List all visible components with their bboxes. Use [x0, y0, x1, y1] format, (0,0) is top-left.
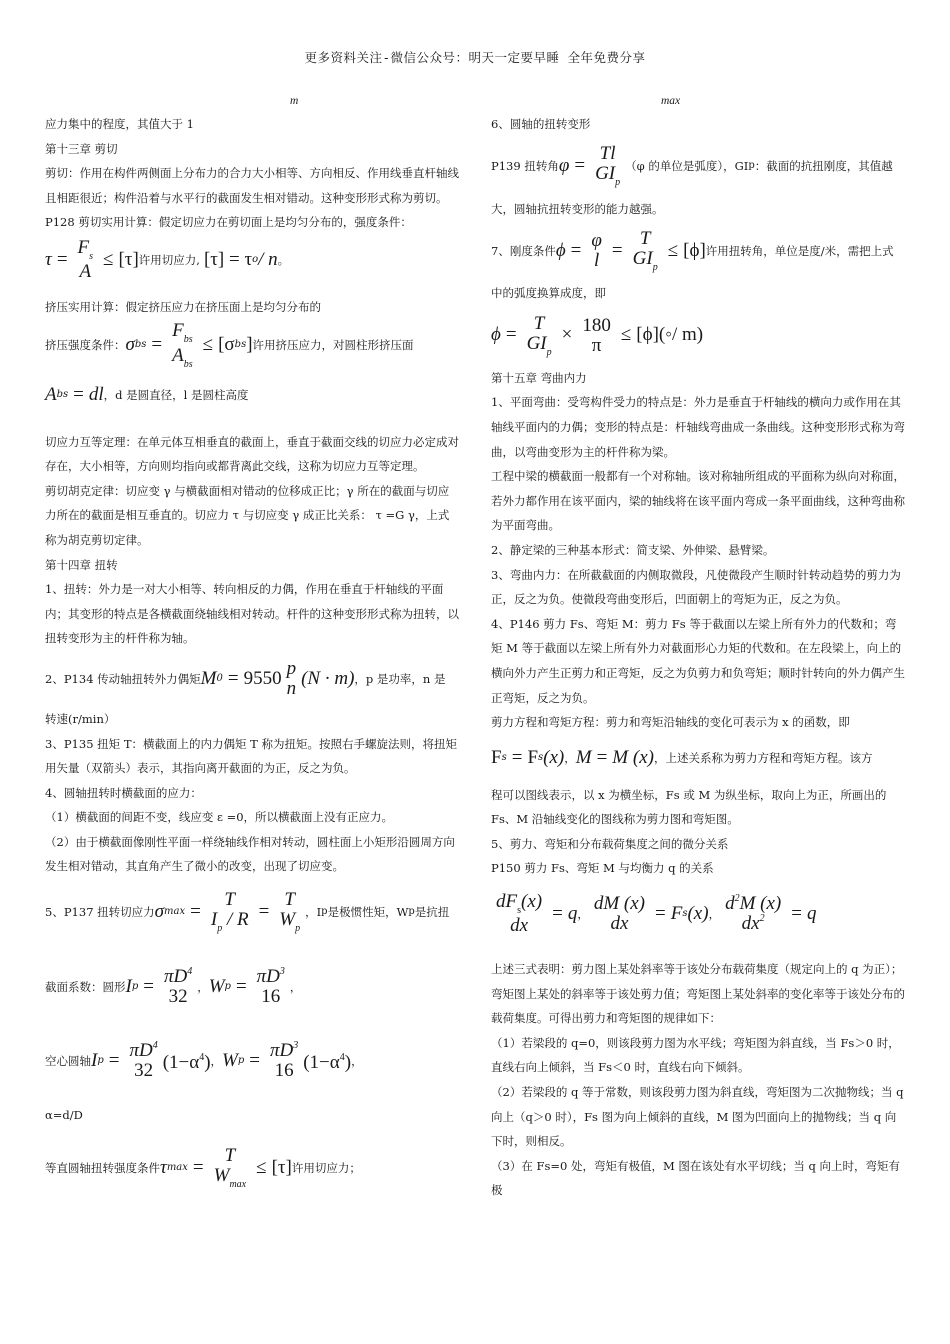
stiffness-degree-equation: ϕ = T $GI_p$ × 180 π ≤ [ϕ](◦/ m) — [491, 312, 704, 358]
plane-bending-detail: 工程中梁的横截面一般都有一个对称轴。该对称轴所组成的平面称为纵向对称面，若外力都作用在该平面内，梁的轴线将在该平面内弯成一条平面曲线，这种弯曲称为平面弯曲。 — [491, 469, 905, 533]
right-top-fragment: max — [661, 95, 681, 107]
torsion-stress-point-1: （1）横截面的间距不变，线应变 ε =0，所以横截面上没有正应力。 — [45, 810, 394, 825]
hollow-label: 空心圆轴 — [45, 1053, 91, 1068]
bearing-strength-equation: 挤压强度条件： σ bs = $F_{bs}$ $A_{bs}$ ≤ [σ bs ] 许用挤压应力，对圆柱形挤压面 — [45, 320, 414, 370]
hollow-section-equation: 空心圆轴 I p = $\pi D^4$ 32 $(1-\alpha^4)$ ， W p = $\pi D^3$ 16 $(1-\alpha^4)$ ， — [45, 1040, 363, 1082]
rule-2: （2）若梁段的 q 等于常数，则该段剪力图为斜直线，弯矩图为二次抛物线；当 q 向上（q＞0 时），Fs 图为向上倾斜的直线，M 图为凹面向上的抛物线；当 q 向下时，则相反。 — [491, 1085, 904, 1149]
shear-strength-equation: τ = $F_s$ A ≤ [τ] 许用切应力, [τ] = τ o / n 。 — [45, 236, 290, 283]
twist-angle-tail-2: ：截面的抗扭刚度，其值越 — [754, 159, 893, 174]
left-column — [45, 90, 460, 1200]
twist-angle-tail: （φ 的单位是弧度），GI — [625, 159, 749, 174]
torsion-shear-tail-3: 是抗扭 — [414, 904, 450, 919]
strength-tail: 许用切应力； — [291, 1161, 361, 1176]
right-column — [491, 90, 906, 1203]
strength-label: 等直圆轴扭转强度条件 — [45, 1161, 160, 1176]
torsion-shear-tail-2: 是极惯性矩，W — [327, 904, 409, 919]
three-equations-explanation: 上述三式表明：剪力图上某处斜率等于该处分布载荷集度（规定向上的 q 为正）；弯矩图上某处的斜率等于该处剪力值；弯矩图上某处斜率的变化率等于该处分布的载荷集度。可得出剪力和弯矩图的规律如下： — [491, 962, 905, 1026]
torsion-shear-tail: ，I — [305, 904, 322, 919]
section-label: 截面系数：圆形 — [45, 979, 126, 994]
chapter-15-title: 第十五章 弯曲内力 — [491, 370, 587, 385]
tau-relation-tail: / n — [258, 248, 278, 270]
twist-angle-label: P139 扭转角 — [491, 159, 559, 174]
twist-angle-continuation: 大，圆轴抗扭转变形的能力越强。 — [491, 201, 664, 216]
torsion-shear-label: 5、P137 扭转切应力 — [45, 904, 155, 919]
p128-text: P128 剪切实用计算：假定切应力在剪切面上是均匀分布的，强度条件： — [45, 215, 412, 230]
beam-types: 2、静定梁的三种基本形式：简支梁、外伸梁、悬臂梁。 — [491, 542, 775, 557]
allowable-shear-label: 许用切应力, — [138, 252, 200, 267]
bearing-area-tail: ，d 是圆直径，l 是圆柱高度 — [103, 388, 249, 403]
shear-moment-definition: 4、P146 剪力 Fs、弯矩 M：剪力 Fs 等于截面以左梁上所有外力的代数和；弯矩 M 等于截面以左梁上所有外力对截面形心力矩的代数和。在左段梁上，向上的横向外力产生正剪力和正弯矩，反之为负剪力和负弯矩；顺时针转向的外力偶产生正弯矩，反之为负。 — [491, 616, 905, 705]
section-5-title: 5、剪力、弯矩和分布载荷集度之间的微分关系 — [491, 836, 729, 851]
section-6-title: 6、圆轴的扭转变形 — [491, 117, 591, 131]
rule-1: （1）若梁段的 q=0，则该段剪力图为水平线；弯矩图为斜直线，当 Fs＞0 时，直线右向上倾斜，当 Fs＜0 时，直线右向下倾斜。 — [491, 1035, 900, 1075]
differential-relations: $dF_s(x)$ dx = q ， dM (x) dx = F s (x) ， $d^2M$ (x) $dx^2$ = q — [496, 890, 817, 937]
shear-definition: 剪切：作用在构件两侧面上分布力的合力大小相等、方向相反、作用线垂直杆轴线且相距很近；构件沿着与水平行的截面发生相对错动。这种变形形式称为剪切。 — [45, 166, 459, 205]
torsion-stress-heading: 4、圆轴扭转时横截面的应力： — [45, 785, 202, 800]
bending-internal-force: 3、弯曲内力：在所截截面的内侧取微段，凡使微段产生顺时针转动趋势的剪力为正，反之为负。使微段弯曲变形后，凹面朝上的弯矩为正，反之为负。 — [491, 567, 901, 607]
stress-concentration-text: 应力集中的程度，其值大于 1 — [45, 117, 194, 131]
plane-bending-definition: 1、平面弯曲：受弯构件受力的特点是：外力是垂直于杆轴线的横向力或作用在其轴线平面内的力偶；变形的特点是：杆轴线弯曲成一条曲线。这种变形形式称为弯曲，以弯曲变形为主的杆件称为梁。 — [491, 395, 905, 459]
tau-relation: [τ] = τ — [203, 248, 253, 270]
bearing-area-equation: A bs = dl ，d 是圆直径，l 是圆柱高度 — [45, 372, 460, 420]
torsion-stress-point-2: （2）由于横截面像刚性平面一样绕轴线作相对转动，圆柱面上小矩形沿圆周方向发生相对错动，其直角产生了微小的改变，出现了切应变。 — [45, 834, 455, 874]
page-header: 更多资料关注-微信公众号：明天一定要早睡 全年免费分享 — [304, 50, 646, 65]
torsion-shear-equation: 5、P137 扭转切应力 σ max = T $I_p$ / R = T $W_p$ ，I p 是极惯性矩，W p 是抗扭 — [45, 888, 450, 934]
equations-tail: ，上述关系称为剪力方程和弯矩方程。该方 — [653, 751, 873, 766]
stiffness-equation: 7、刚度条件 ϕ = φ l = T $GI_p$ ≤ [ϕ] 许用扭转角，单位是度/米，需把上式 — [491, 227, 894, 273]
chapter-13-title: 第十三章 剪切 — [45, 141, 118, 156]
chapter-14-title: 第十四章 扭转 — [45, 557, 118, 572]
solid-section-equation: 截面系数：圆形 I p = $\pi D^4$ 32 ， W p = $\pi D^3$ 16 ， — [45, 966, 302, 1008]
bearing-tail: 许用挤压应力，对圆柱形挤压面 — [252, 338, 414, 353]
top-fragment: m — [290, 95, 299, 107]
bearing-label: 挤压强度条件： — [45, 338, 126, 353]
equations-intro: 剪力方程和弯矩方程：剪力和弯矩沿轴线的变化可表示为 x 的函数，即 — [491, 715, 850, 730]
torque-continuation: 转速(r/min） — [45, 711, 116, 726]
torque-label: 2、P134 传动轴扭转外力偶矩 — [45, 671, 201, 686]
bearing-intro: 挤压实用计算：假定挤压应力在挤压面上是均匀分布的 — [45, 299, 321, 314]
reciprocal-theorem: 切应力互等定理：在单元体互相垂直的截面上，垂直于截面交线的切应力必定成对存在，大小相等，方向则均指向或都背离此交线，这称为切应力互等定理。 — [45, 434, 459, 474]
stiffness-continuation: 中的弧度换算成度，即 — [491, 286, 606, 301]
torque-definition: 3、P135 扭矩 T：横截面上的内力偶矩 T 称为扭矩。按照右手螺旋法则，将扭矩用矢量（双箭头）表示，其指向离开截面的为正，反之为负。 — [45, 736, 457, 776]
stiffness-label: 7、刚度条件 — [491, 243, 556, 258]
alpha-definition: α=d/D — [45, 1108, 83, 1123]
stiffness-tail: 许用扭转角，单位是度/米，需把上式 — [705, 243, 894, 258]
shear-hooke-law: 剪切胡克定律：切应变 γ 与横截面相对错动的位移成正比；γ 所在的截面与切应力所在的截面是相互垂直的。切应力 τ 与切应变 γ 成正比关系： τ =G γ，上式称为胡克剪切定律。 — [45, 483, 450, 547]
p150-text: P150 剪力 Fs、弯矩 M 与均衡力 q 的关系 — [491, 861, 714, 876]
torsion-strength-equation: 等直圆轴扭转强度条件 τ max = T $W_{max}$ ≤ [τ] 许用切应力； — [45, 1145, 361, 1191]
torque-equation: 2、P134 传动轴扭转外力偶矩 M 0 = 9550 p n (N · m) ，p 是功率，n 是 — [45, 657, 446, 699]
shear-moment-equations: F s = F s (x) ， M = M (x) ，上述关系称为剪力方程和弯矩方程。该方 — [491, 735, 906, 783]
rule-3: （3）在 Fs=0 处，弯矩有极值，M 图在该处有水平切线；当 q 向上时，弯矩有极 — [491, 1158, 901, 1198]
torque-tail: ，p 是功率，n 是 — [354, 671, 446, 686]
equations-continuation: 程可以图线表示，以 x 为横坐标，Fs 或 M 为纵坐标，取向上为正，所画出的 Fs、M 沿轴线变化的图线称为剪力图和弯矩图。 — [491, 787, 887, 827]
twist-angle-equation: P139 扭转角 φ = Tl $GI_p$ （φ 的单位是弧度），GI p ：截面的抗扭刚度，其值越 — [491, 143, 893, 189]
torsion-definition: 1、扭转：外力是一对大小相等、转向相反的力偶，作用在垂直于杆轴线的平面内；其变形的特点是各横截面绕轴线相对转动。杆件的这种变形形式称为扭转，以扭转变形为主的杆件称为轴。 — [45, 582, 459, 646]
